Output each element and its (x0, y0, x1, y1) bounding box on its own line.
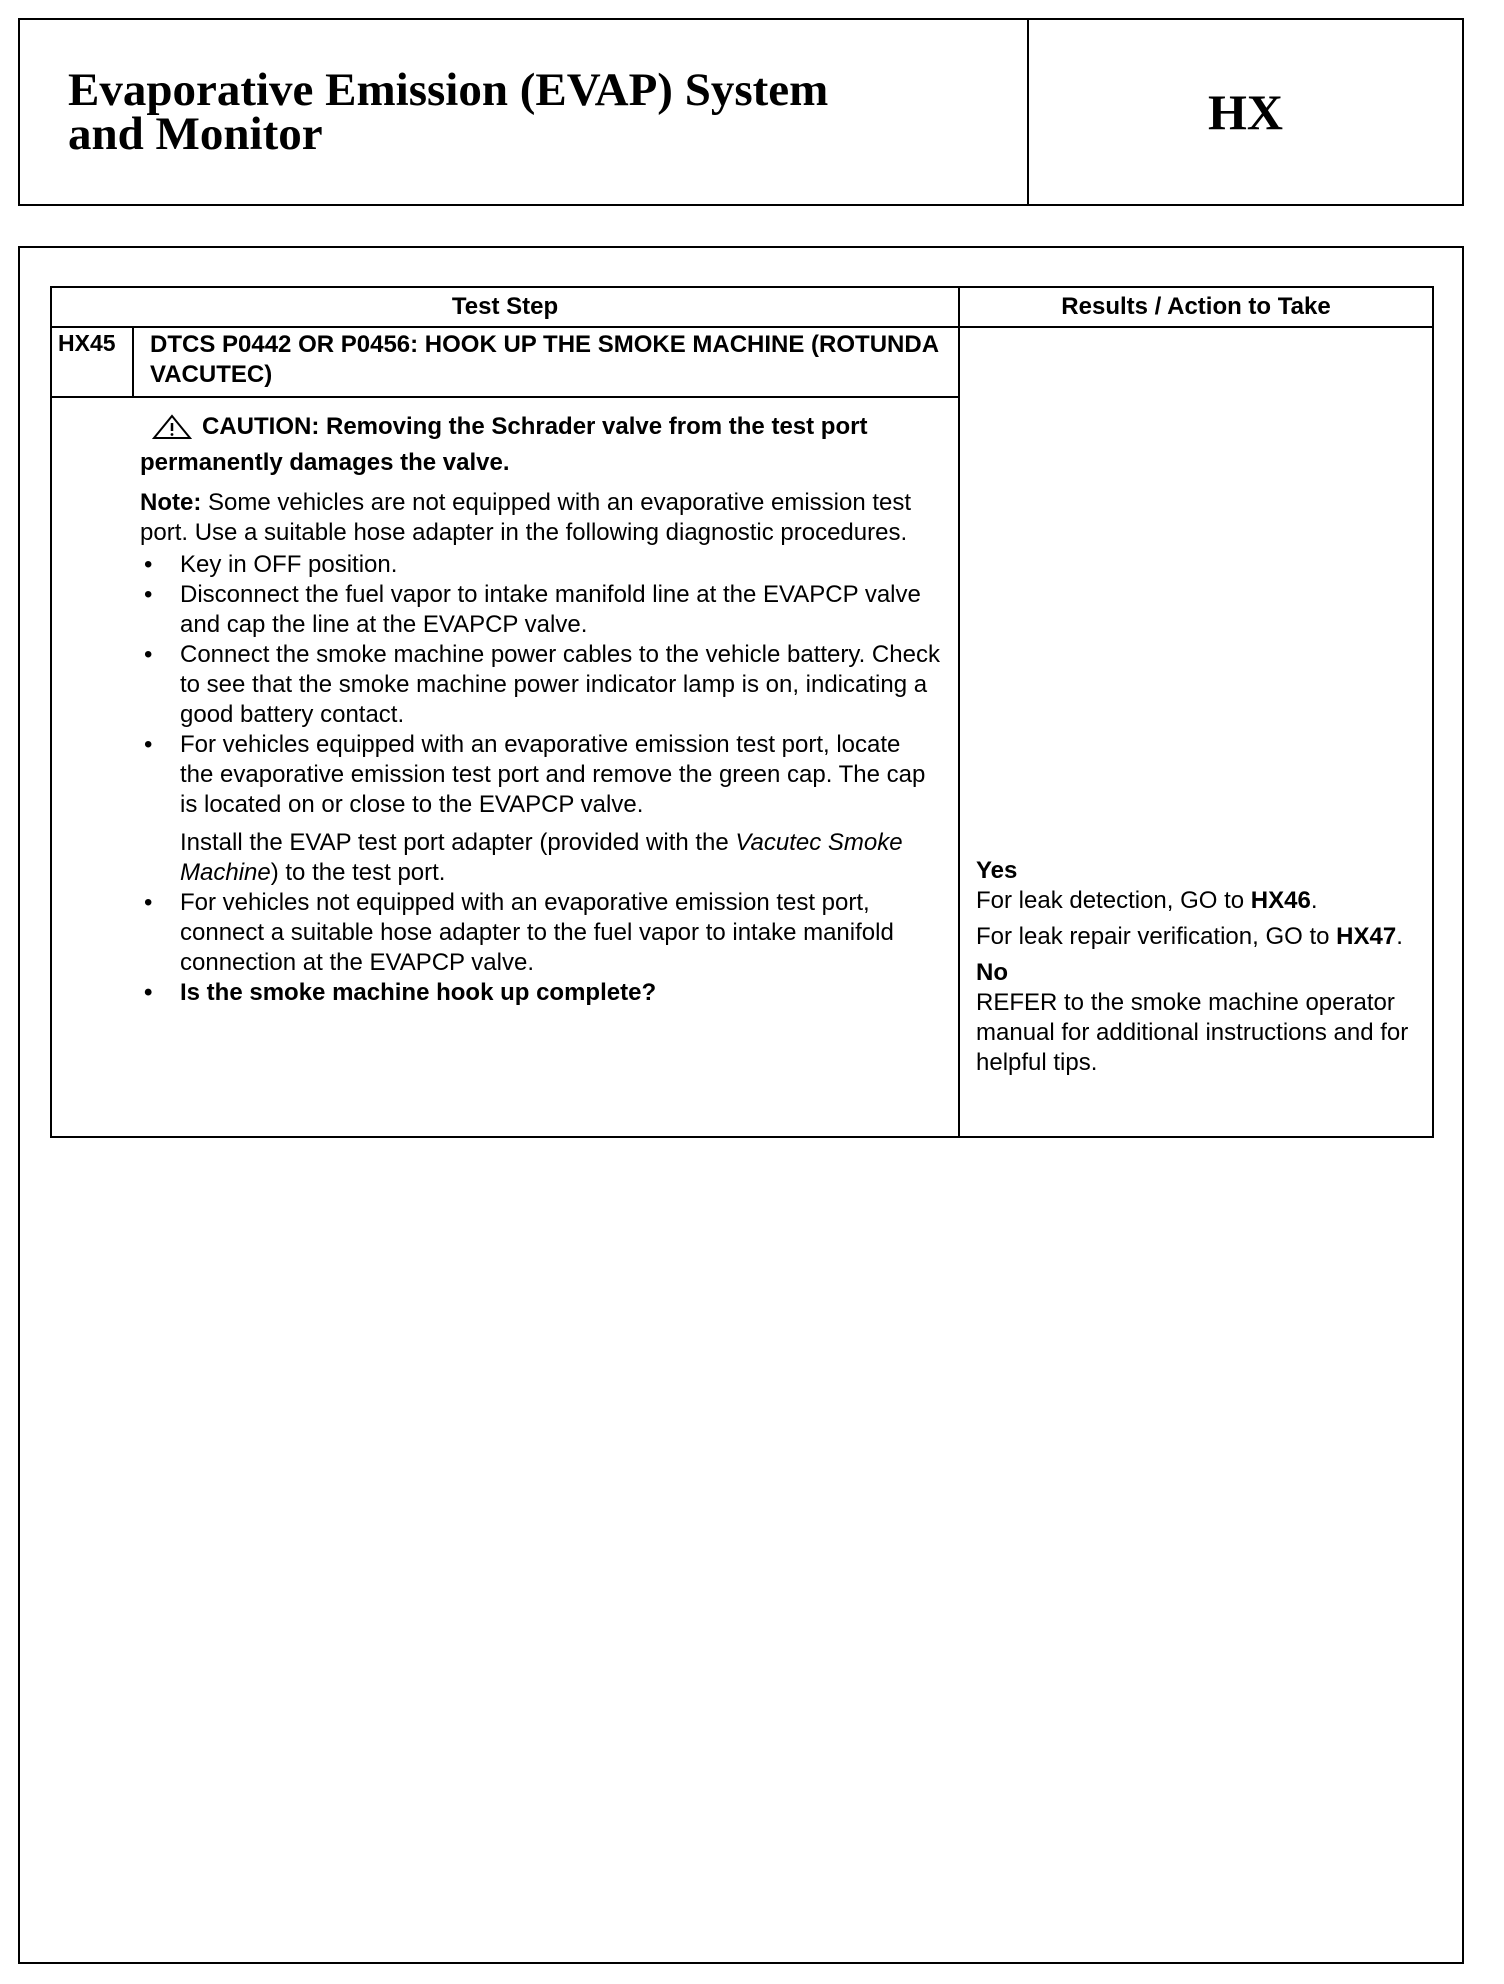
test-step-table (50, 286, 1434, 1138)
instruction-list (140, 550, 940, 820)
result-yes-label: Yes (976, 857, 1018, 884)
step-title: DTCS P0442 OR P0456: HOOK UP THE SMOKE MACHINE (ROTUNDA VACUTEC) (150, 331, 939, 388)
page-title (68, 64, 968, 160)
page-title-line-1: Evaporative Emission (EVAP) System (68, 64, 829, 116)
header-row-divider (52, 326, 1432, 328)
link-hx46[interactable]: HX46 (1250, 887, 1311, 914)
list-item: • Connect the smoke machine power cables to the vehicle battery. Check to see that the smoke machine power indicator lamp is on, indicating a good battery contact. (140, 640, 940, 730)
results-actions (976, 856, 1426, 1078)
caution-text: CAUTION: Removing the Schrader valve from the test port permanently damages the valve. (140, 413, 868, 476)
caution-triangle-icon (152, 414, 192, 448)
note-label: Note: (140, 489, 202, 516)
install-text-post: ) to the test port. (270, 859, 446, 886)
result-yes-leak-detection: For leak detection, GO to HX46. (976, 887, 1318, 914)
list-item: • Disconnect the fuel vapor to intake manifold line at the EVAPCP valve and cap the line at the EVAPCP valve. (140, 580, 940, 640)
column-header-results: Results / Action to Take (1061, 293, 1331, 320)
instruction-list-continued (140, 888, 940, 1008)
step-id: HX45 (58, 330, 116, 356)
column-header-test-step: Test Step (451, 293, 559, 320)
install-adapter-paragraph (140, 828, 940, 888)
page-title-line-2: and Monitor (68, 108, 323, 160)
list-item: • For vehicles equipped with an evaporative emission test port, locate the evaporative emission test port and remove the green cap. The cap is located on or close to the EVAPCP valve. (140, 730, 940, 820)
list-item: • Key in OFF position. (140, 550, 940, 580)
step-question: • Is the smoke machine hook up complete? (140, 978, 940, 1008)
caution-note (140, 412, 940, 478)
page-header (18, 18, 1464, 206)
result-no-label: No (976, 959, 1008, 986)
install-text-pre: Install the EVAP test port adapter (provided with the (180, 829, 736, 856)
link-hx47[interactable]: HX47 (1336, 923, 1397, 950)
step-instructions (140, 412, 940, 1008)
note-text: Some vehicles are not equipped with an evaporative emission test port. Use a suitable hose adapter in the following diagnostic procedures. (140, 489, 912, 546)
step-id-divider (132, 326, 134, 396)
install-text-product: Vacutec Smoke Machine (180, 829, 903, 886)
content-frame (18, 246, 1464, 1964)
note-paragraph (140, 488, 940, 548)
result-no-text: REFER to the smoke machine operator manual for additional instructions and for helpful tips. (976, 989, 1409, 1076)
result-yes-repair-verification: For leak repair verification, GO to HX47. (976, 923, 1403, 950)
step-title-divider (52, 396, 958, 398)
list-item: • For vehicles not equipped with an evaporative emission test port, connect a suitable hose adapter to the fuel vapor to intake manifold connection at the EVAPCP valve. (140, 888, 940, 978)
column-divider (958, 288, 960, 1136)
section-code: HX (1208, 84, 1283, 140)
